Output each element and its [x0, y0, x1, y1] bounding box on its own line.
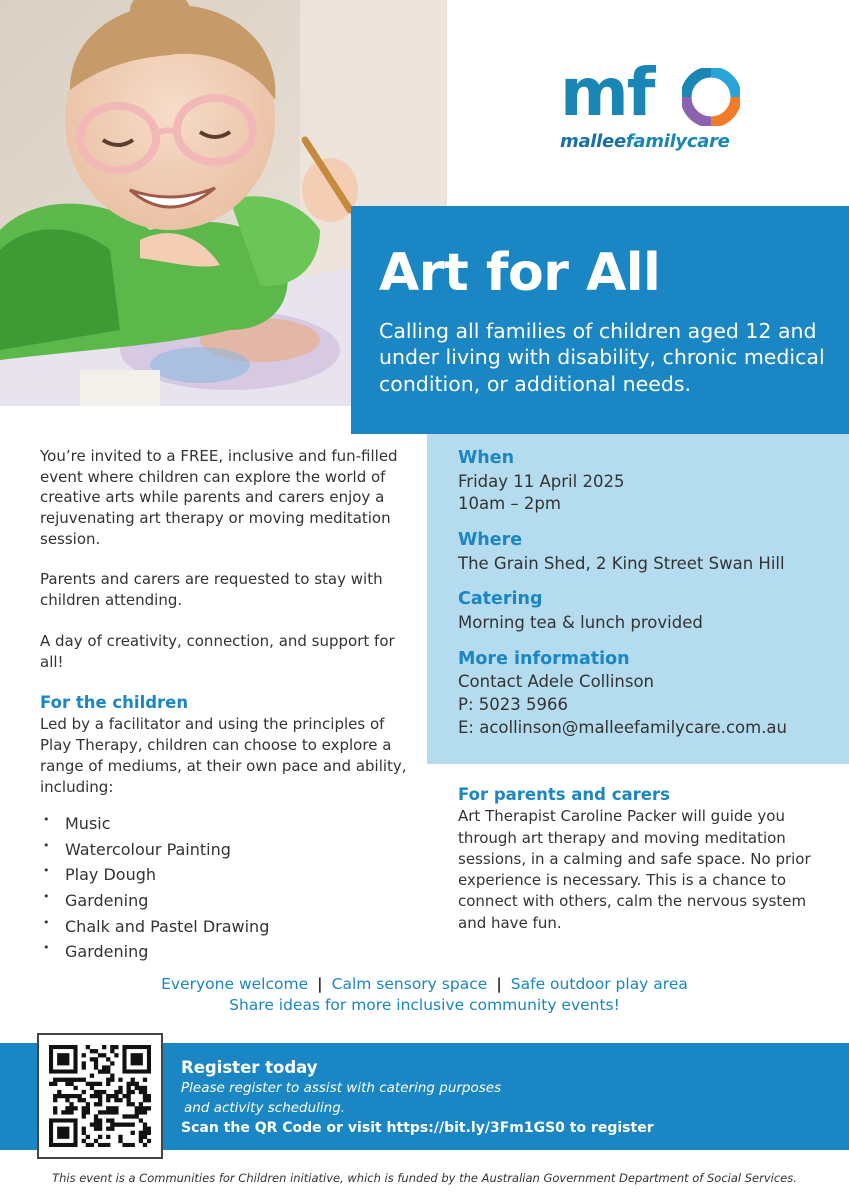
register-note: Please register to assist with catering purposes [181, 1080, 502, 1097]
where-block [458, 528, 838, 575]
hero-subtitle: Calling all families of children aged 12 and under living with disability, chronic medical condition, or additional needs. [379, 318, 825, 397]
list-item: • Chalk and Pastel Drawing [40, 914, 415, 940]
separator: | [496, 975, 502, 993]
catering-block [458, 587, 838, 634]
list-item: • Play Dough [40, 862, 415, 888]
register-link[interactable]: Scan the QR Code or visit https://bit.ly/3Fm1GS0 to register [181, 1120, 654, 1137]
parents-heading: For parents and carers [458, 785, 670, 804]
where-heading: Where [458, 530, 523, 551]
contact-name: Contact Adele Collinson [458, 672, 655, 692]
more-info-heading: More information [458, 648, 630, 669]
list-item: • Gardening [40, 939, 415, 965]
intro-paragraph: A day of creativity, connection, and support for all! [40, 631, 395, 671]
intro-paragraph: You’re invited to a FREE, inclusive and fun-filled event where children can explore the world of creative arts while parents and carers enjoy a rejuvenating art therapy or moving meditation session. [40, 447, 398, 548]
when-block [458, 446, 838, 516]
list-item: • Watercolour Painting [40, 837, 415, 863]
welcome-line-2: Share ideas for more inclusive community events! [229, 996, 620, 1015]
register-heading: Register today [181, 1058, 318, 1077]
event-time: 10am – 2pm [458, 494, 561, 514]
contact-email[interactable]: E: acollinson@malleefamilycare.com.au [458, 717, 788, 737]
list-item: • Gardening [40, 888, 415, 914]
logo-ring-icon [682, 68, 740, 126]
children-heading: For the children [40, 693, 189, 713]
register-text [181, 1057, 781, 1139]
activity-list [40, 811, 415, 965]
register-note: and activity scheduling. [184, 1099, 346, 1116]
qr-code-icon [49, 1045, 151, 1147]
parents-text: Art Therapist Caroline Packer will guide you through art therapy and moving meditation sessions, in a calming and safe space. No prior experience is necessary. This is a chance to connect with others, calm the nervous system and have fun. [458, 807, 811, 932]
more-info-block [458, 647, 838, 740]
hero-banner [351, 206, 849, 434]
welcome-item: Everyone welcome [161, 975, 309, 993]
event-details [458, 446, 838, 751]
intro-column [40, 446, 415, 965]
event-location: The Grain Shed, 2 King Street Swan Hill [458, 553, 785, 573]
welcome-strip [0, 974, 849, 1016]
separator: | [317, 975, 323, 993]
logo-letters: mf [560, 54, 654, 131]
event-date: Friday 11 April 2025 [458, 471, 625, 491]
welcome-item: Calm sensory space [331, 975, 488, 993]
contact-phone[interactable]: P: 5023 5966 [458, 694, 568, 714]
list-item: • Music [40, 811, 415, 837]
catering-text: Morning tea & lunch provided [458, 612, 703, 632]
page-title: Art for All [379, 243, 661, 303]
intro-paragraph: Parents and carers are requested to stay with children attending. [40, 570, 383, 610]
catering-heading: Catering [458, 589, 543, 610]
mfc-logo [560, 54, 750, 160]
when-heading: When [458, 448, 515, 468]
qr-code[interactable] [37, 1033, 163, 1159]
parents-section [458, 784, 818, 934]
funding-footer: This event is a Communities for Children initiative, which is funded by the Australian Government Department of Social Services. [52, 1171, 797, 1185]
welcome-item: Safe outdoor play area [510, 975, 688, 993]
logo-wordmark: malleefamilycare [560, 131, 730, 152]
children-text: Led by a facilitator and using the principles of Play Therapy, children can choose to explore a range of mediums, at their own pace and ability, including: [40, 715, 407, 796]
